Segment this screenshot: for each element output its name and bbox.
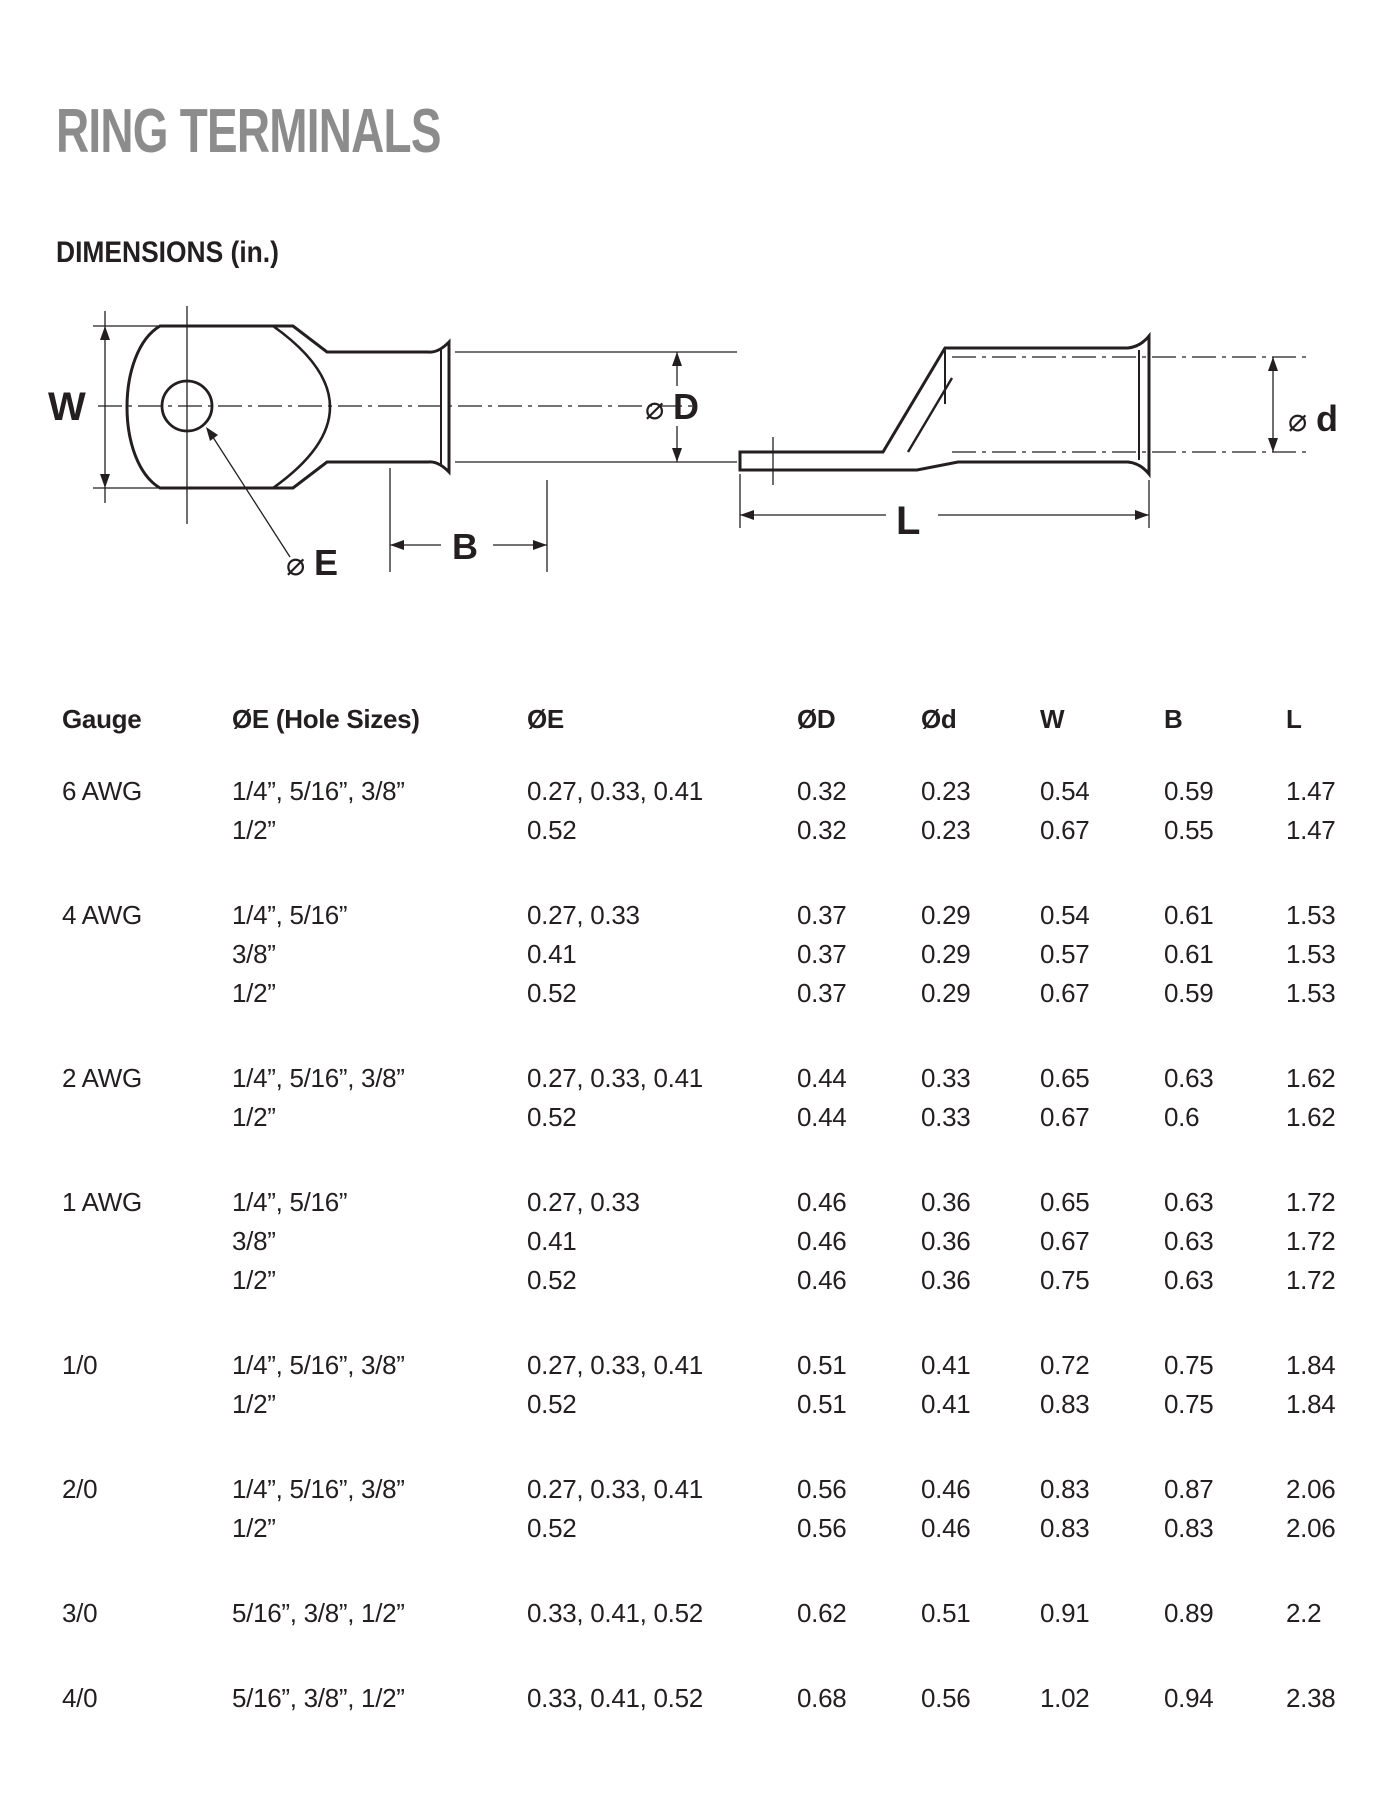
cell-l: 1.84 [1286,1389,1336,1419]
cell-l: 1.47 [1286,776,1336,806]
cell-od: 0.51 [797,1389,847,1419]
cell-oe: 0.52 [527,1389,577,1419]
top-view-construction-lines [93,306,737,572]
cell-gauge: 2 AWG [62,1063,142,1093]
dimensions-table [0,700,1400,1718]
cell-l: 2.2 [1286,1598,1322,1628]
page-title: RING TERMINALS [56,97,441,166]
label-b: B [452,526,478,567]
table-row [0,772,1400,811]
cell-b: 0.83 [1164,1513,1214,1543]
label-d-upper: D [673,386,699,427]
cell-od_sm: 0.36 [921,1265,971,1295]
label-w: W [48,385,86,429]
cell-l: 1.72 [1286,1226,1336,1256]
cell-b: 0.63 [1164,1226,1214,1256]
cell-holes: 5/16”, 3/8”, 1/2” [232,1598,405,1628]
cell-l: 1.47 [1286,815,1336,845]
cell-b: 0.6 [1164,1102,1200,1132]
side-view-arrowheads [740,357,1278,520]
terminal-dimension-diagram [0,0,1400,610]
cell-w: 0.72 [1040,1350,1090,1380]
ring-terminal-top-view [127,326,449,488]
column-header-holes: ØE (Hole Sizes) [232,704,420,734]
cell-oe: 0.52 [527,815,577,845]
table-row [0,1385,1400,1424]
label-e: E [314,542,339,583]
cell-gauge: 3/0 [62,1598,98,1628]
cell-holes: 1/2” [232,1102,276,1132]
table-row [0,935,1400,974]
cell-od: 0.68 [797,1683,847,1713]
table-row [0,1222,1400,1261]
cell-od: 0.46 [797,1187,847,1217]
cell-b: 0.75 [1164,1350,1214,1380]
cell-gauge: 4 AWG [62,900,142,930]
cell-w: 0.67 [1040,1226,1090,1256]
cell-b: 0.55 [1164,815,1214,845]
label-d-lower: d [1316,398,1338,439]
cell-gauge: 6 AWG [62,776,142,806]
cell-od_sm: 0.23 [921,815,971,845]
table-row [0,1594,1400,1633]
table-row [0,811,1400,850]
cell-gauge: 1 AWG [62,1187,142,1217]
cell-l: 1.53 [1286,978,1336,1008]
cell-od: 0.37 [797,978,847,1008]
cell-holes: 1/4”, 5/16” [232,1187,348,1217]
cell-oe: 0.41 [527,939,577,969]
cell-holes: 1/4”, 5/16”, 3/8” [232,776,405,806]
cell-od: 0.37 [797,900,847,930]
cell-l: 1.53 [1286,939,1336,969]
cell-l: 1.62 [1286,1063,1336,1093]
cell-l: 2.06 [1286,1474,1336,1504]
cell-holes: 3/8” [232,1226,276,1256]
cell-oe: 0.27, 0.33, 0.41 [527,776,703,806]
cell-holes: 1/4”, 5/16”, 3/8” [232,1063,405,1093]
cell-b: 0.94 [1164,1683,1214,1713]
cell-w: 0.83 [1040,1389,1090,1419]
cell-holes: 5/16”, 3/8”, 1/2” [232,1683,405,1713]
cell-od_sm: 0.29 [921,978,971,1008]
cell-oe: 0.41 [527,1226,577,1256]
cell-l: 1.62 [1286,1102,1336,1132]
cell-oe: 0.27, 0.33 [527,900,640,930]
column-header-b: B [1164,704,1183,734]
cell-b: 0.89 [1164,1598,1214,1628]
cell-holes: 1/2” [232,978,276,1008]
cell-l: 1.72 [1286,1265,1336,1295]
cell-holes: 1/4”, 5/16”, 3/8” [232,1474,405,1504]
cell-l: 1.72 [1286,1187,1336,1217]
cell-oe: 0.52 [527,1102,577,1132]
table-row [0,1509,1400,1548]
cell-od: 0.56 [797,1474,847,1504]
cell-holes: 1/2” [232,1513,276,1543]
cell-od: 0.56 [797,1513,847,1543]
cell-l: 2.06 [1286,1513,1336,1543]
table-row [0,1059,1400,1098]
cell-od_sm: 0.29 [921,939,971,969]
cell-od: 0.51 [797,1350,847,1380]
cell-od_sm: 0.41 [921,1350,971,1380]
cell-od: 0.62 [797,1598,847,1628]
table-header-row [0,700,1400,739]
cell-holes: 1/4”, 5/16”, 3/8” [232,1350,405,1380]
cell-od: 0.44 [797,1102,847,1132]
column-header-od_sm: Ød [921,704,957,734]
cell-w: 0.54 [1040,776,1090,806]
cell-l: 1.84 [1286,1350,1336,1380]
label-l: L [896,499,921,543]
cell-w: 0.83 [1040,1474,1090,1504]
cell-oe: 0.27, 0.33, 0.41 [527,1474,703,1504]
cell-oe: 0.27, 0.33, 0.41 [527,1350,703,1380]
cell-w: 1.02 [1040,1683,1090,1713]
cell-w: 0.75 [1040,1265,1090,1295]
cell-od_sm: 0.46 [921,1474,971,1504]
cell-b: 0.61 [1164,900,1214,930]
table-row [0,1183,1400,1222]
cell-od_sm: 0.33 [921,1102,971,1132]
cell-b: 0.63 [1164,1187,1214,1217]
cell-od_sm: 0.51 [921,1598,971,1628]
cell-b: 0.75 [1164,1389,1214,1419]
cell-holes: 1/2” [232,815,276,845]
dimensions-subtitle: DIMENSIONS (in.) [56,236,279,269]
cell-holes: 1/4”, 5/16” [232,900,348,930]
cell-oe: 0.27, 0.33, 0.41 [527,1063,703,1093]
cell-l: 1.53 [1286,900,1336,930]
table-row [0,1346,1400,1385]
cell-holes: 1/2” [232,1265,276,1295]
cell-b: 0.61 [1164,939,1214,969]
table-row [0,1679,1400,1718]
cell-od_sm: 0.36 [921,1226,971,1256]
cell-w: 0.65 [1040,1187,1090,1217]
cell-oe: 0.27, 0.33 [527,1187,640,1217]
cell-oe: 0.52 [527,978,577,1008]
diagram-labels [48,385,1338,583]
cell-b: 0.87 [1164,1474,1214,1504]
cell-oe: 0.52 [527,1513,577,1543]
cell-w: 0.83 [1040,1513,1090,1543]
column-header-gauge: Gauge [62,704,142,734]
cell-od_sm: 0.56 [921,1683,971,1713]
cell-od: 0.37 [797,939,847,969]
cell-w: 0.91 [1040,1598,1090,1628]
column-header-od: ØD [797,704,836,734]
cell-holes: 3/8” [232,939,276,969]
table-row [0,1261,1400,1300]
column-header-oe: ØE [527,704,564,734]
cell-od: 0.32 [797,815,847,845]
cell-holes: 1/2” [232,1389,276,1419]
cell-od: 0.46 [797,1265,847,1295]
cell-b: 0.63 [1164,1265,1214,1295]
cell-oe: 0.33, 0.41, 0.52 [527,1683,703,1713]
column-header-l: L [1286,704,1302,734]
table-row [0,1470,1400,1509]
cell-w: 0.57 [1040,939,1090,969]
cell-w: 0.65 [1040,1063,1090,1093]
cell-gauge: 1/0 [62,1350,98,1380]
cell-od_sm: 0.46 [921,1513,971,1543]
cell-od_sm: 0.33 [921,1063,971,1093]
cell-w: 0.67 [1040,1102,1090,1132]
cell-gauge: 4/0 [62,1683,98,1713]
cell-od_sm: 0.23 [921,776,971,806]
side-view-construction-lines [740,357,1312,528]
diameter-symbol-d-lower: ⌀ [1288,402,1308,438]
diameter-symbol-d-upper: ⌀ [645,390,665,426]
cell-oe: 0.33, 0.41, 0.52 [527,1598,703,1628]
cell-gauge: 2/0 [62,1474,98,1504]
table-row [0,974,1400,1013]
cell-oe: 0.52 [527,1265,577,1295]
cell-od_sm: 0.36 [921,1187,971,1217]
table-row [0,1098,1400,1137]
cell-l: 2.38 [1286,1683,1336,1713]
cell-od: 0.32 [797,776,847,806]
table-row [0,896,1400,935]
cell-w: 0.67 [1040,978,1090,1008]
cell-w: 0.54 [1040,900,1090,930]
cell-od_sm: 0.41 [921,1389,971,1419]
column-header-w: W [1040,704,1065,734]
cell-od: 0.44 [797,1063,847,1093]
cell-b: 0.59 [1164,978,1214,1008]
diameter-symbol-e: ⌀ [286,546,306,582]
cell-w: 0.67 [1040,815,1090,845]
cell-od_sm: 0.29 [921,900,971,930]
cell-b: 0.59 [1164,776,1214,806]
cell-od: 0.46 [797,1226,847,1256]
cell-b: 0.63 [1164,1063,1214,1093]
